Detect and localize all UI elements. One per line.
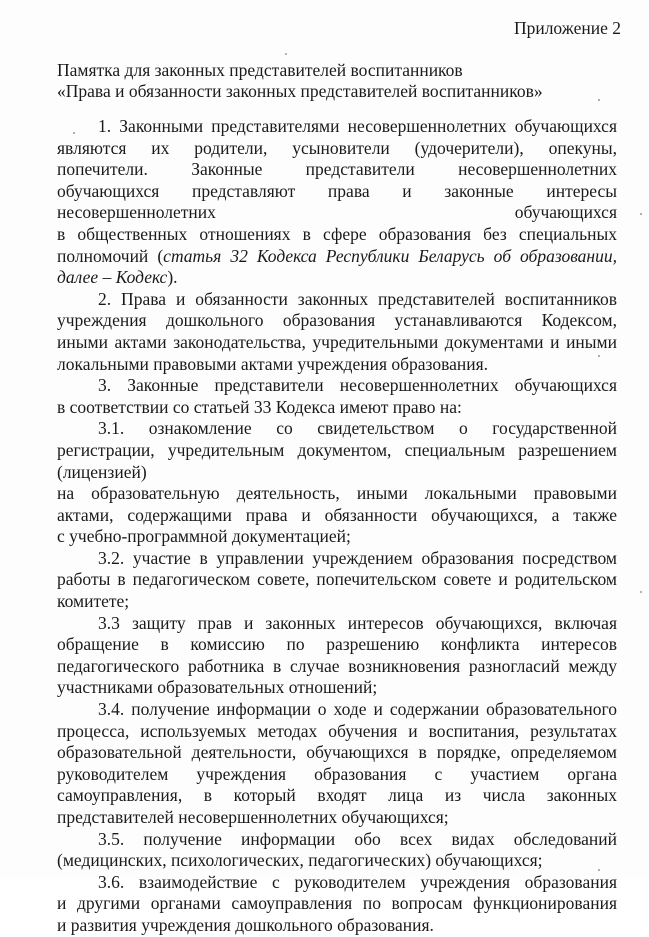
text-line: актами, содержащими права и обязанности обучающихся, а также (57, 504, 617, 525)
scan-speck (285, 53, 287, 55)
text-line: педагогического работника в случае возникновения разногласий между (57, 655, 617, 676)
text-line: регистрации, учредительным документом, специальным разрешением (57, 439, 617, 460)
text-line: комитете; (57, 591, 130, 612)
text-line: и развития учреждения дошкольного образования. (57, 914, 434, 935)
scan-speck (640, 213, 642, 215)
text-line: (лицензией) (57, 461, 147, 482)
text-line: представителей несовершеннолетних обучающихся; (57, 807, 449, 827)
scan-speck (598, 355, 600, 357)
text-line: несовершеннолетних обучающихся (57, 202, 617, 223)
text-line: являются их родители, усыновители (удочерители), опекуны, (57, 137, 617, 158)
text-line: образовательной деятельности, обучающихся в порядке, определяемом (57, 742, 617, 763)
text-line: с учебно-программной документацией; (57, 526, 351, 547)
text-line: самоуправления, в который входят лица из числа законных (57, 785, 617, 806)
text-line (57, 267, 617, 289)
paragraph-first-line: 3.1. ознакомление со свидетельством о государственной (98, 418, 617, 439)
text-line: процесса, используемых методах обучения и воспитания, результатах (57, 720, 617, 741)
scan-speck (598, 869, 600, 871)
italic-citation: далее – Кодекс (57, 267, 168, 288)
italic-citation: статья 32 Кодекса Республики Беларусь об образовании, (163, 245, 617, 266)
text-line: в соответствии со статьей 33 Кодекса имеют право на: (57, 396, 462, 417)
text-run: полномочий ( (57, 245, 164, 266)
text-line: обучающихся представляют права и законные интересы (57, 180, 617, 201)
text-line: (медицинских, психологических, педагогических) обучающихся; (57, 850, 543, 871)
title-line-2: «Права и обязанности законных представителей воспитанников» (57, 81, 543, 101)
text-line: иными актами законодательства, учредительными документами и иными (57, 331, 617, 352)
paragraph-first-line: 3.5. получение информации обо всех видах обследований (98, 828, 617, 849)
paragraph-first-line: 3.4. получение информации о ходе и содержании образовательного (98, 699, 617, 720)
text-line: участниками образовательных отношений; (57, 677, 378, 698)
text-line (57, 246, 617, 268)
text-line: на образовательную деятельность, иными локальными правовыми (57, 483, 617, 504)
text-run: ). (167, 267, 178, 288)
paragraph-first-line: 1. Законными представителями несовершеннолетних обучающихся (98, 116, 617, 136)
paragraph-first-line: 3.3 защиту прав и законных интересов обучающихся, включая (98, 612, 617, 633)
document-title (57, 60, 617, 102)
document-body (57, 116, 617, 937)
paragraph-first-line: 3.6. взаимодействие с руководителем учреждения образования (98, 871, 617, 892)
text-line: работы в педагогическом совете, попечительском совете и родительском (57, 569, 617, 590)
scan-speck (73, 132, 75, 134)
text-line: и другими органами самоуправления по вопросам функционирования (57, 893, 617, 914)
appendix-label: Приложение 2 (513, 18, 621, 38)
text-line: попечители. Законные представители несовершеннолетних (57, 159, 617, 180)
paragraph-first-line: 2. Права и обязанности законных представителей воспитанников (98, 288, 617, 309)
text-line: учреждения дошкольного образования устанавливаются Кодексом, (57, 310, 617, 331)
title-line-1: Памятка для законных представителей воспитанников (57, 60, 463, 80)
paragraph-first-line: 3. Законные представители несовершеннолетних обучающихся (98, 375, 617, 396)
text-line: обращение в комиссию по разрешению конфликта интересов (57, 634, 617, 655)
text-line: локальными правовыми актами учреждения образования. (57, 353, 489, 374)
scan-speck (640, 591, 642, 593)
text-line: в общественных отношениях в сфере образования без специальных (57, 223, 617, 244)
paragraph-first-line: 3.2. участие в управлении учреждением образования посредством (98, 547, 617, 568)
scan-speck (598, 99, 600, 101)
text-line: руководителем учреждения образования с участием органа (57, 763, 617, 784)
